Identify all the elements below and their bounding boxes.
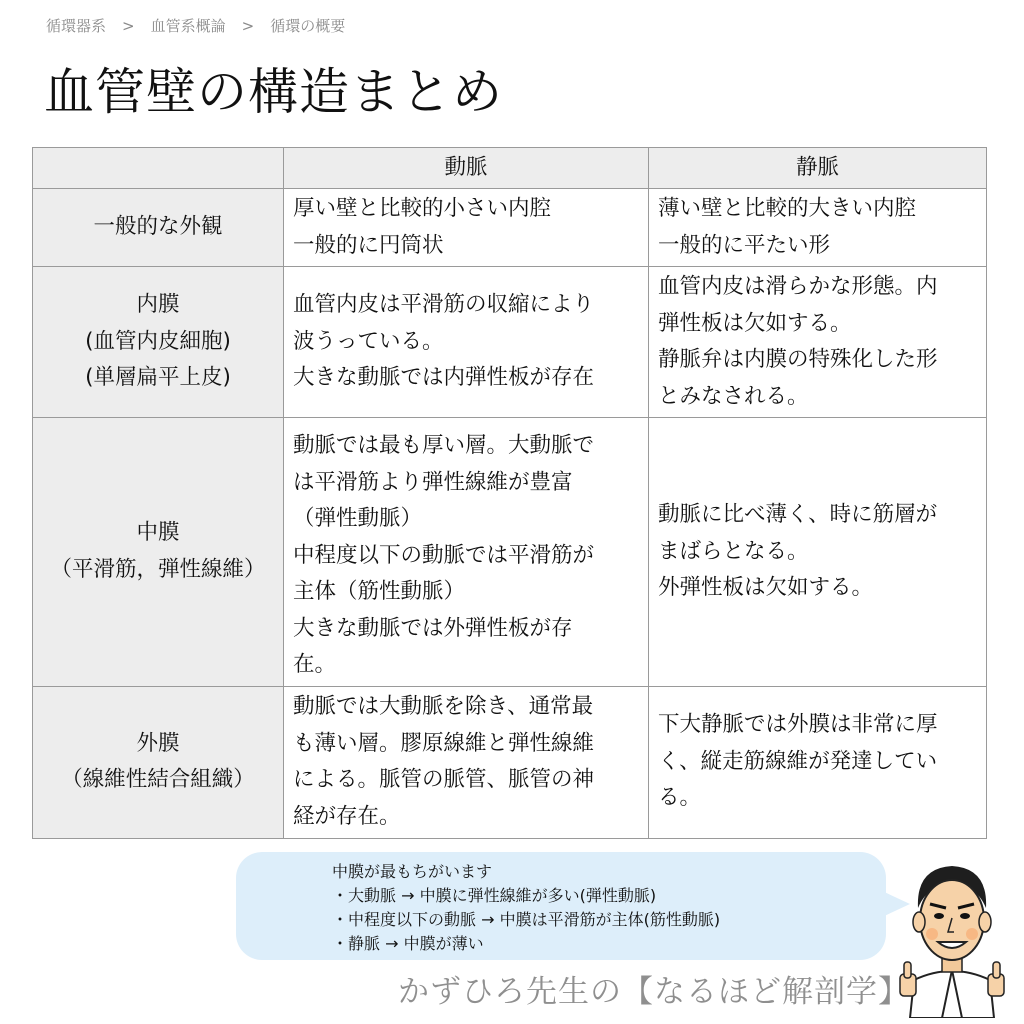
breadcrumb-separator: > (241, 17, 255, 35)
cell-line: 大きな動脈では外弾性板が存 (293, 615, 573, 641)
cell-line: 中程度以下の動脈では平滑筋が (293, 542, 595, 568)
breadcrumb-item-overview[interactable]: 循環の概要 (270, 17, 346, 35)
cell-line: る。 (658, 785, 702, 811)
page-title: 血管壁の構造まとめ (44, 63, 503, 121)
cell-line: は平滑筋より弾性線維が豊富 (293, 469, 573, 495)
breadcrumb-separator: > (122, 17, 135, 35)
vessel-wall-table (32, 147, 987, 839)
artery-cell-media (284, 418, 649, 687)
cell-line: 血管内皮は滑らかな形態。内 (658, 274, 938, 299)
cell-line: く、縦走筋線維が発達してい (658, 748, 938, 774)
row-label-intima (33, 267, 284, 418)
artery-cell-intima (284, 267, 649, 418)
row-label-line: 内膜 (136, 292, 180, 318)
breadcrumb-item-vascular[interactable]: 血管系概論 (150, 17, 226, 35)
cell-line: 一般的に円筒状 (293, 232, 444, 258)
row-label-line: 一般的な外観 (93, 214, 223, 240)
cell-line: とみなされる。 (658, 383, 809, 409)
cell-line: 在。 (293, 652, 337, 677)
cell-line: 経が存在。 (293, 803, 401, 829)
row-label-line: 外膜 (136, 730, 180, 756)
table-header-row (33, 148, 987, 189)
teacher-avatar-icon (896, 858, 1008, 1018)
row-label-media (33, 418, 284, 687)
vein-cell-intima (649, 267, 987, 418)
cell-line: 一般的に平たい形 (658, 232, 831, 258)
cell-line: 厚い壁と比較的小さい内腔 (293, 196, 552, 221)
cell-line: 大きな動脈では内弾性板が存在 (293, 365, 595, 391)
cell-line: 血管内皮は平滑筋の収縮により (293, 292, 595, 318)
header-vein: 静脈 (649, 148, 987, 189)
table-row (33, 418, 987, 687)
row-label-line: 中膜 (136, 520, 180, 546)
cell-line: も薄い層。膠原線維と弾性線維 (293, 730, 595, 756)
callout-line: ・静脈 → 中膜が薄い (332, 934, 484, 953)
cell-line: 静脈弁は内膜の特殊化した形 (658, 347, 938, 372)
cell-line: 弾性板は欠如する。 (658, 310, 852, 336)
vein-cell-media (649, 418, 987, 687)
artery-cell-appearance (284, 189, 649, 267)
table-row (33, 189, 987, 267)
header-empty-cell (33, 148, 284, 189)
cell-line: による。脈管の脈管、脈管の神 (293, 767, 595, 792)
row-label-line: (単層扁平上皮) (85, 365, 231, 391)
row-label-adventitia (33, 686, 284, 838)
table-row (33, 686, 987, 838)
callout-line: ・中程度以下の動脈 → 中膜は平滑筋が主体(筋性動脈) (332, 910, 721, 929)
header-artery: 動脈 (284, 148, 649, 189)
cell-line: まばらとなる。 (658, 538, 809, 564)
row-label-line: （線維性結合組織） (61, 767, 255, 792)
cell-line: 動脈に比べ薄く、時に筋層が (658, 502, 938, 527)
table-row (33, 267, 987, 418)
cell-line: 外弾性板は欠如する。 (658, 575, 874, 600)
breadcrumb (46, 15, 345, 36)
cell-line: 動脈では大動脈を除き、通常最 (293, 694, 594, 719)
cell-line: 動脈では最も厚い層。大動脈で (293, 433, 595, 458)
cell-line: 薄い壁と比較的大きい内腔 (658, 196, 917, 221)
callout-text (332, 860, 720, 956)
vein-cell-adventitia (649, 686, 987, 838)
row-label-line: (血管内皮細胞) (85, 328, 231, 354)
cell-line: 下大静脈では外膜は非常に厚 (658, 712, 938, 738)
breadcrumb-item-circulatory[interactable]: 循環器系 (46, 17, 107, 35)
cell-line: 主体（筋性動脈） (293, 579, 466, 604)
cell-line: （弾性動脈） (293, 506, 423, 531)
row-label-line: （平滑筋，弾性線維） (50, 556, 266, 582)
callout-line: ・大動脈 → 中膜に弾性線維が多い(弾性動脈) (332, 886, 657, 905)
cell-line: 波うっている。 (293, 328, 444, 354)
artery-cell-adventitia (284, 686, 649, 838)
brand-label: かずひろ先生の【なるほど解剖学】 (398, 974, 910, 1010)
vein-cell-appearance (649, 189, 987, 267)
row-label-appearance (33, 189, 284, 267)
callout-line: 中膜が最もちがいます (332, 862, 493, 881)
